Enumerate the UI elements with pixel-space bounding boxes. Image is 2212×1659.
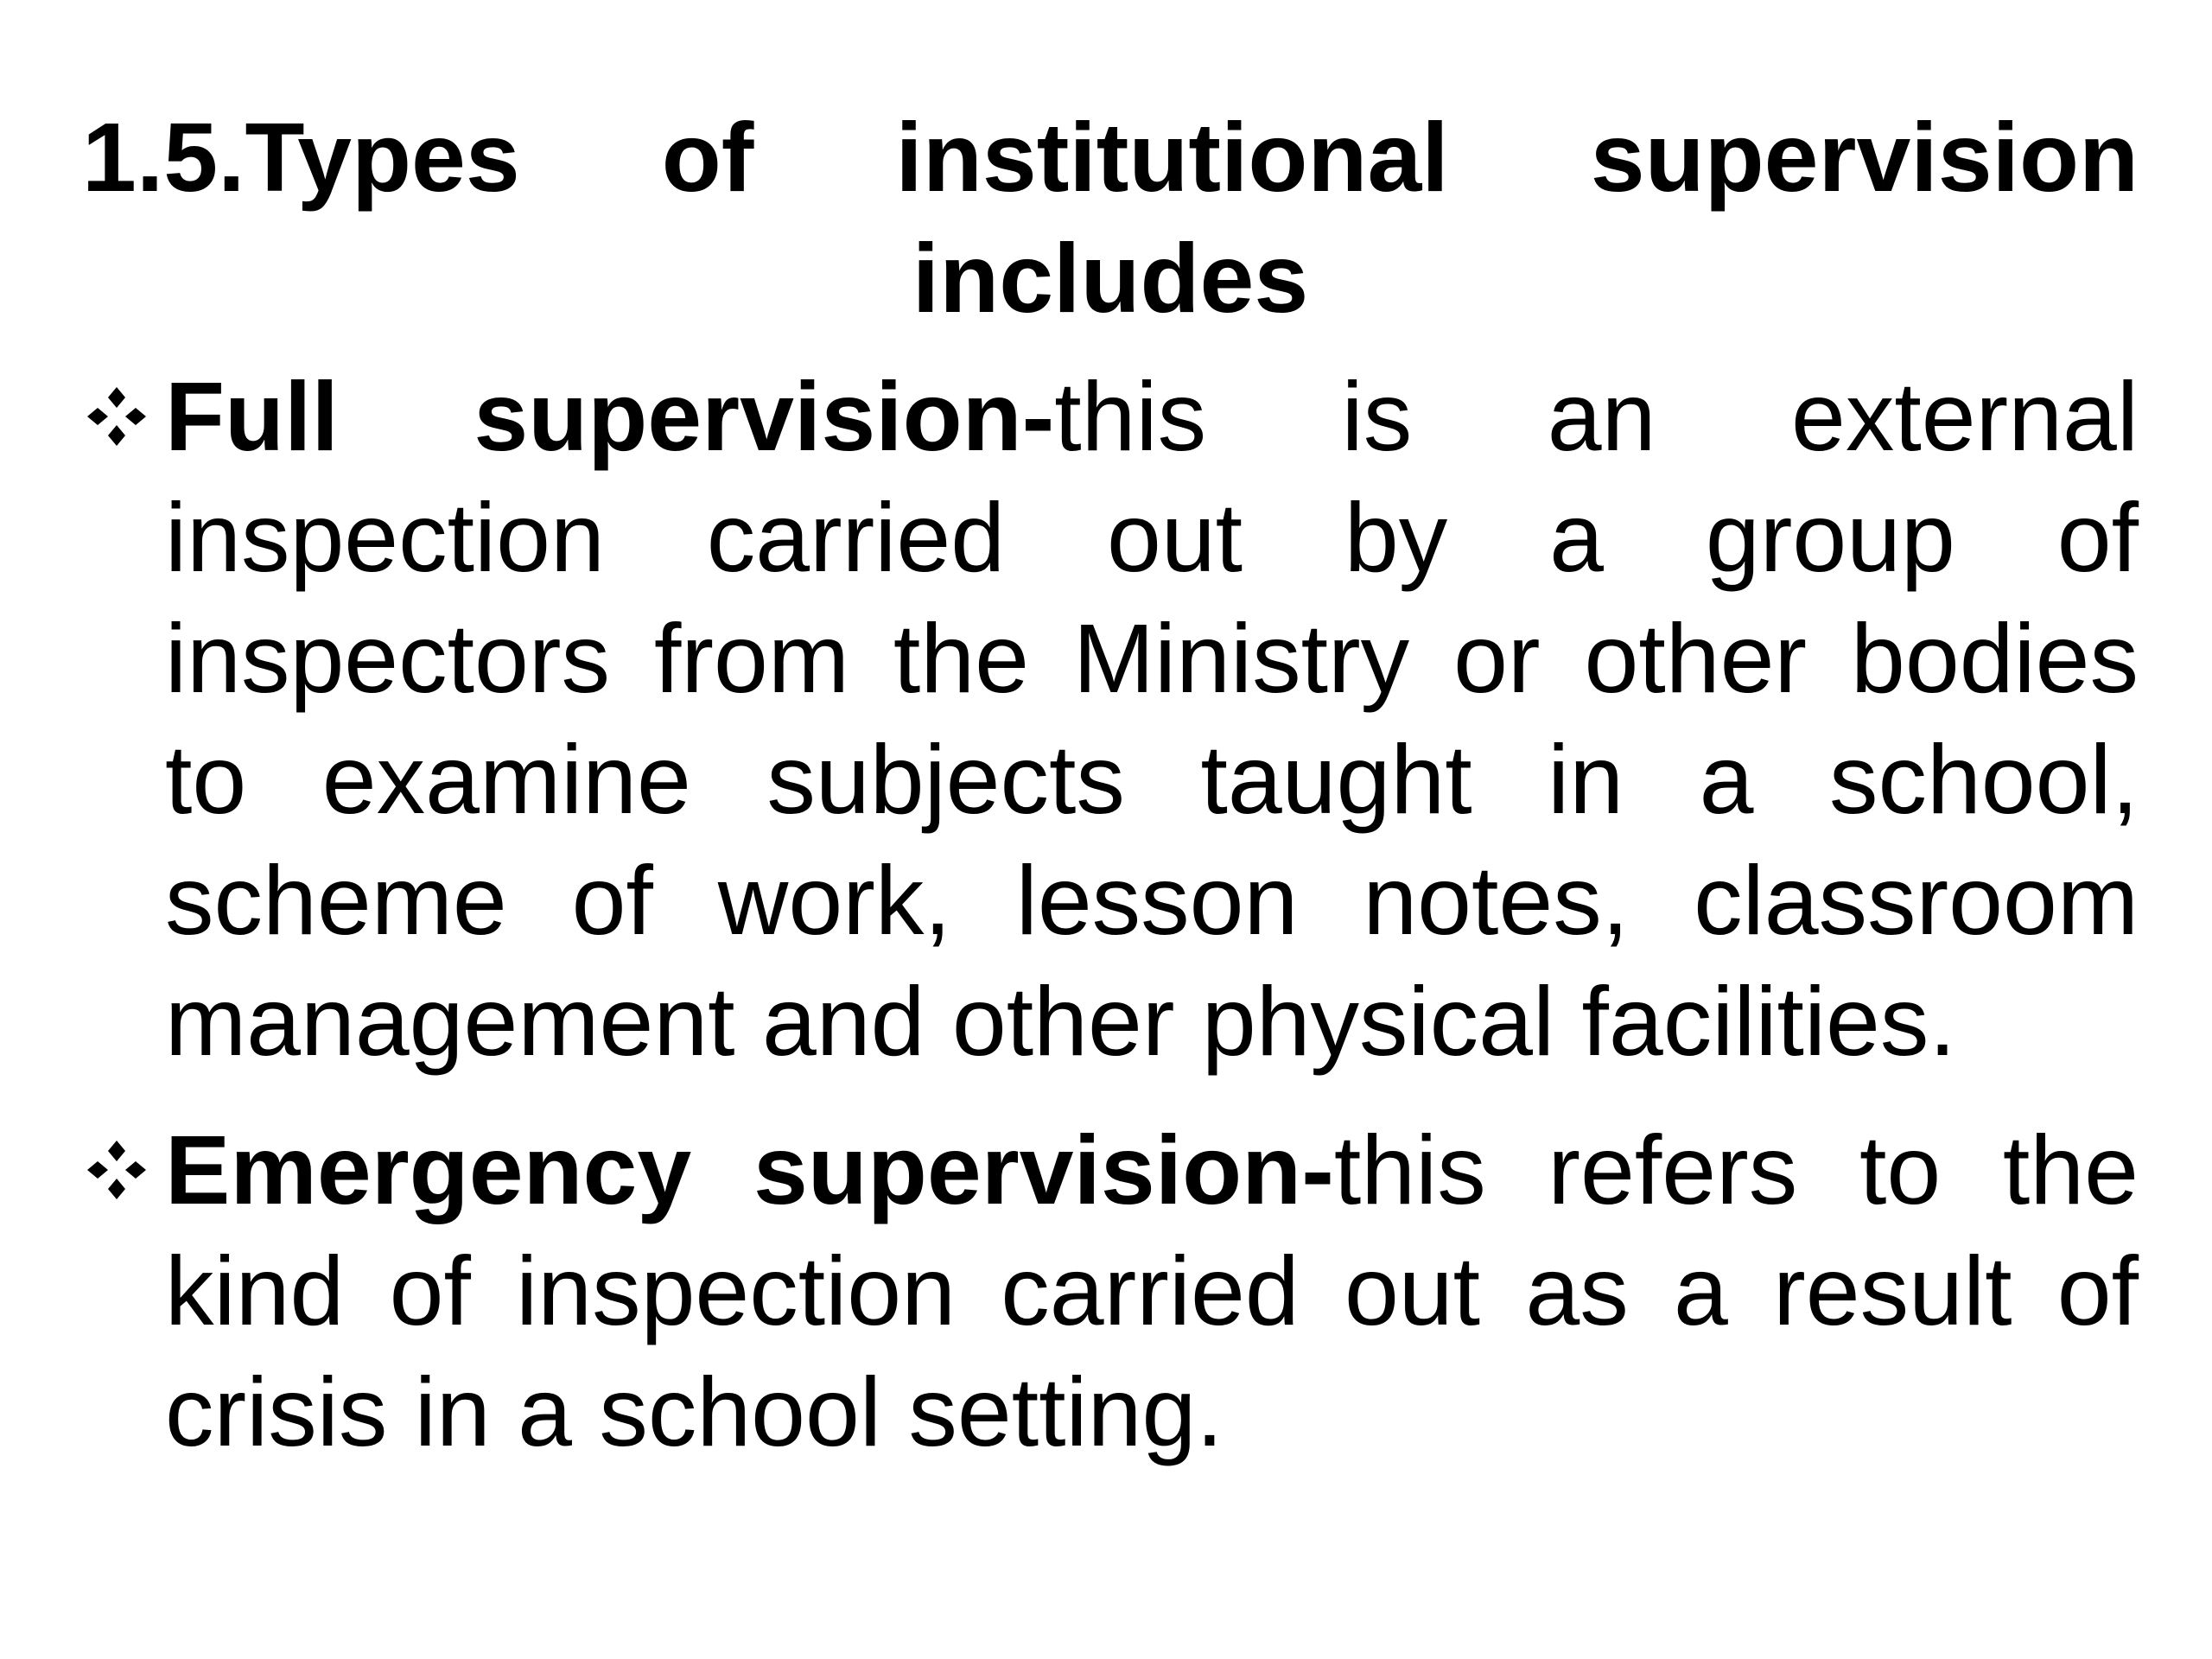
bullet-text: this is an external inspection carried out by a group of inspectors from the Ministry or other bodies to examine subjects taught in a school, scheme of work, lesson notes, classroom management and other physical facilities. xyxy=(165,362,2139,1076)
bullet-item-full-supervision xyxy=(82,356,2139,1082)
bullet-term: Full supervision- xyxy=(165,362,1055,471)
bullet-item-emergency-supervision xyxy=(82,1109,2139,1472)
slide-title: 1.5.Types of institutional supervision includes xyxy=(82,103,2139,333)
diamond-bullet-icon xyxy=(86,1139,148,1201)
bullet-text: this refers to the kind of inspection carried out as a result of crisis in a school setting. xyxy=(165,1116,2139,1466)
bullet-term: Emergency supervision- xyxy=(165,1116,1334,1224)
diamond-bullet-icon xyxy=(86,385,148,448)
bullet-list xyxy=(82,356,2139,1500)
